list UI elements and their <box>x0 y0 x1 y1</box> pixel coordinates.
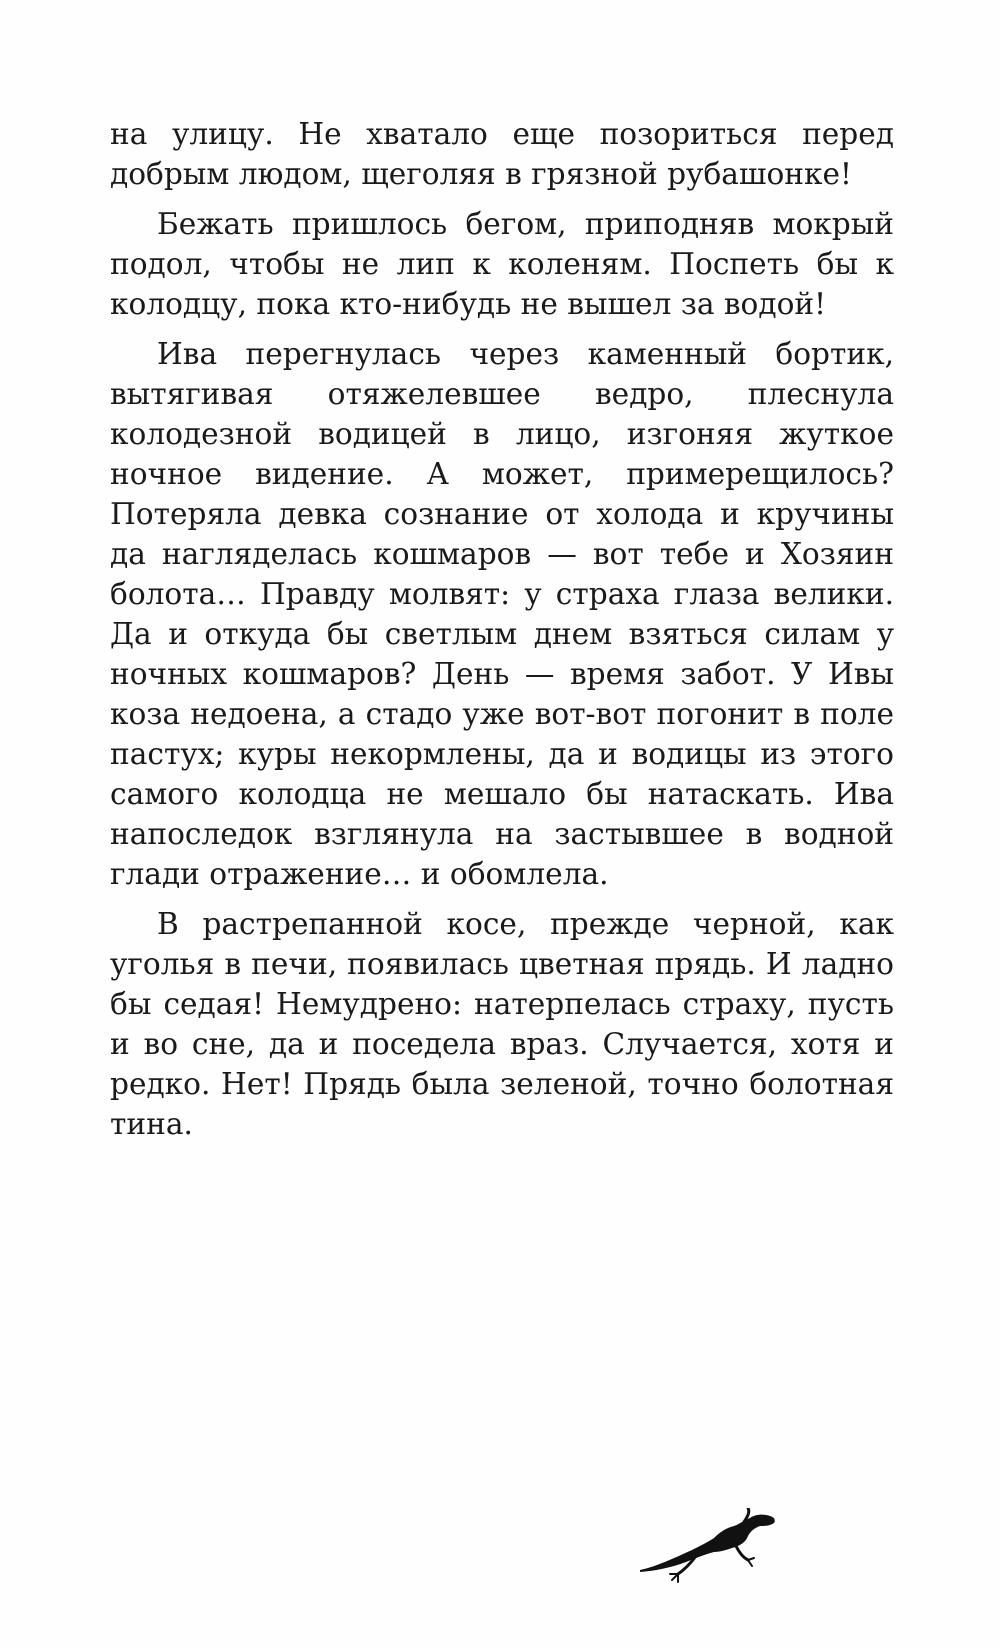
paragraph-2: Бежать пришлось бегом, приподняв мокрый подол, чтобы не лип к коленям. Поспеть бы к колодцу, пока кто-нибудь не вышел за водой! <box>110 207 894 321</box>
paragraph-4: В растрепанной косе, прежде черной, как уголья в печи, появилась цветная прядь. И ладно бы седая! Немудрено: натерпелась страху, пусть и во сне, да и поседела враз. Случается, хотя и редко. Нет! Прядь была зеленой, точно болотная тина. <box>110 907 894 1141</box>
paragraph-3: Ива перегнулась через каменный бортик, вытягивая отяжелевшее ведро, плеснула колодезной водицей в лицо, изгоняя жуткое ночное видение. А может, примерещилось? Потеряла девка сознание от холода и кручины да нагляделась кошмаров — вот тебе и Хозяин болота… Правду молвят: у страха глаза велики. Да и откуда бы светлым днем взяться силам у ночных кошмаров? День — время забот. У Ивы коза недоена, а стадо уже вот-вот погонит в поле пастух; куры некормлены, да и водицы из этого самого колодца не мешало бы натаскать. Ива напоследок взглянула на застывшее в водной глади отражение… и обомлела. <box>110 337 894 891</box>
lizard-icon <box>640 1508 780 1588</box>
paragraph-1: на улицу. Не хватало еще позориться перед добрым людом, щеголяя в грязной рубашонке! <box>110 117 894 191</box>
body-text <box>110 114 894 1154</box>
